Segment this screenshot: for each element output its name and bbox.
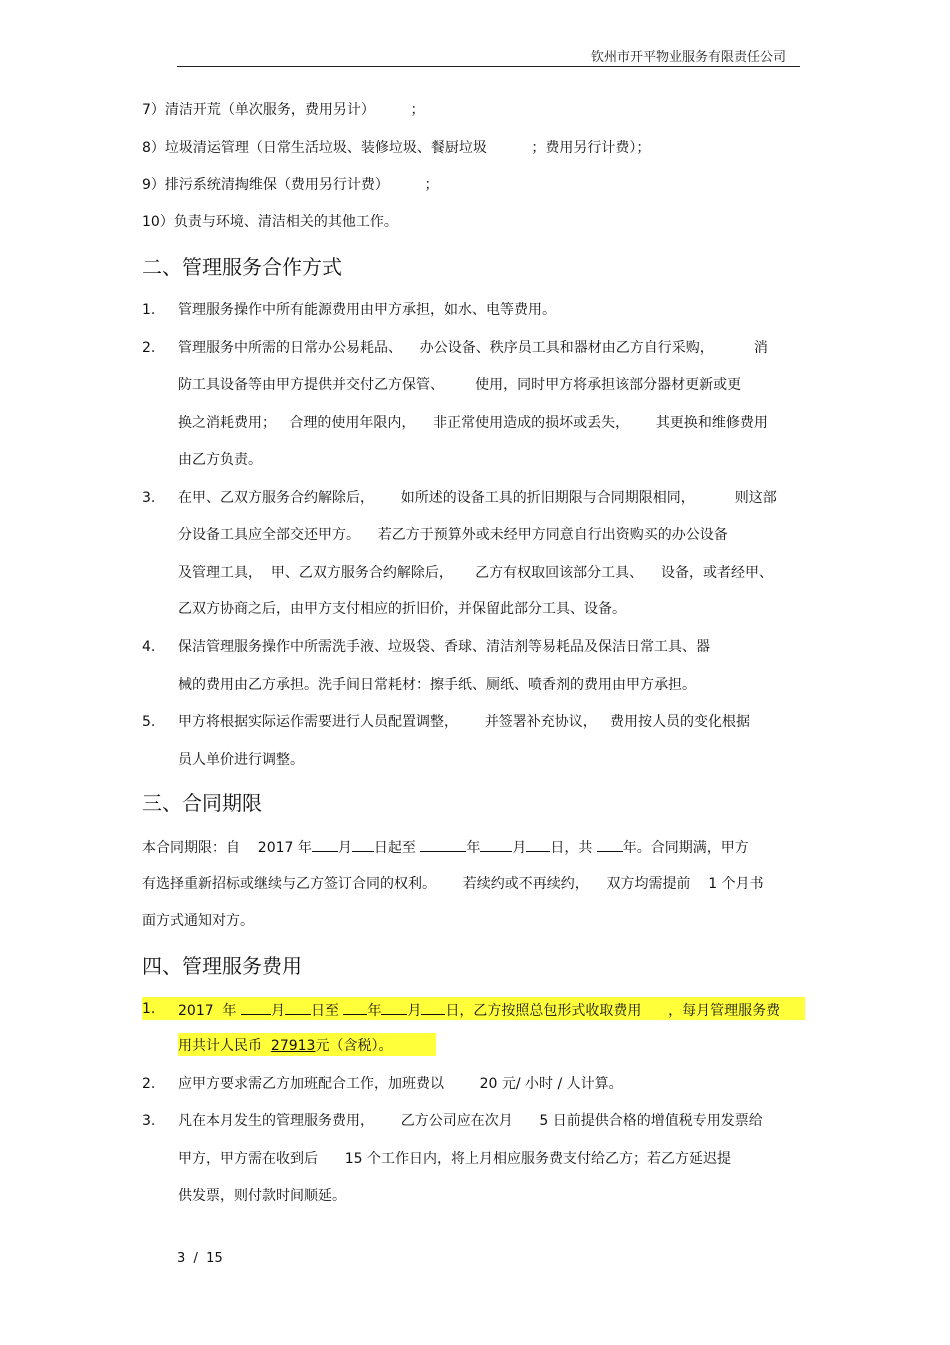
item-number: 4. <box>142 639 156 655</box>
item-text: 凡在本月发生的管理服务费用， 乙方公司应在次月 5 日前提供合格的增值税专用发票给 <box>178 1113 763 1129</box>
item-text: 由乙方负责。 <box>178 452 262 468</box>
term-line: 面方式通知对方。 <box>142 913 254 929</box>
section-heading: 三、合同期限 <box>142 791 262 815</box>
item-text: 应甲方要求需乙方加班配合工作，加班费以 20 元/ 小时 / 人计算。 <box>178 1076 623 1092</box>
item-number: 2. <box>142 1076 156 1092</box>
item-text: 在甲、乙双方服务合约解除后， 如所述的设备工具的折旧期限与合同期限相同， 则这部 <box>178 490 777 506</box>
fee-line: 用共计人民币 27913元（含税）。 <box>178 1038 393 1054</box>
item-text: 械的费用由乙方承担。洗手间日常耗材：擦手纸、厕纸、喷香剂的费用由甲方承担。 <box>178 677 696 693</box>
item-text: 甲方，甲方需在收到后 15 个工作日内，将上月相应服务费支付给乙方；若乙方延迟提 <box>178 1151 731 1167</box>
item-text: 供发票，则付款时间顺延。 <box>178 1188 346 1204</box>
item-number: 2. <box>142 340 156 356</box>
section-heading: 二、管理服务合作方式 <box>142 255 342 279</box>
section-heading: 四、管理服务费用 <box>142 954 302 978</box>
item-text: 乙双方协商之后，由甲方支付相应的折旧价，并保留此部分工具、设备。 <box>178 601 626 617</box>
item-text: 甲方将根据实际运作需要进行人员配置调整， 并签署补充协议， 费用按人员的变化根据 <box>178 714 751 730</box>
list-item: 10）负责与环境、清洁相关的其他工作。 <box>142 214 398 230</box>
item-text: 分设备工具应全部交还甲方。 若乙方于预算外或未经甲方同意自行出资购买的办公设备 <box>178 527 728 543</box>
item-number: 3. <box>142 1113 156 1129</box>
item-text: 管理服务中所需的日常办公易耗品、 办公设备、秩序员工具和器材由乙方自行采购， 消 <box>178 340 768 356</box>
item-number: 5. <box>142 714 156 730</box>
item-number: 3. <box>142 490 156 506</box>
item-text: 及管理工具， 甲、乙双方服务合约解除后， 乙方有权取回该部分工具、 设备，或者经甲、 <box>178 565 773 581</box>
item-text: 员人单价进行调整。 <box>178 752 304 768</box>
fee-line: 2017 年 月 日至 年 月 日，乙方按照总包形式收取费用 ，每月管理服务费 <box>178 999 780 1021</box>
item-text: 管理服务操作中所有能源费用由甲方承担，如水、电等费用。 <box>178 302 556 318</box>
item-number: 1. <box>142 302 156 318</box>
list-item: 7）清洁开荒（单次服务，费用另计） ； <box>142 102 425 118</box>
term-line: 有选择重新招标或继续与乙方签订合同的权利。 若续约或不再续约， 双方均需提前 1 个月书 <box>142 876 764 892</box>
page-header <box>177 50 800 67</box>
item-text: 保洁管理服务操作中所需洗手液、垃圾袋、香球、清洁剂等易耗品及保洁日常工具、器 <box>178 639 710 655</box>
list-item: 9）排污系统清掏维保（费用另行计费） ； <box>142 177 439 193</box>
term-line: 本合同期限：自 2017 年 月 日起至 年 月 日，共 年。合同期满，甲方 <box>142 836 749 858</box>
list-item: 8）垃圾清运管理（日常生活垃圾、装修垃圾、餐厨垃圾 ；费用另行计费）； <box>142 140 651 156</box>
item-number: 1. <box>142 1001 156 1017</box>
company-name: 钦州市开平物业服务有限责任公司 <box>590 50 786 65</box>
item-text: 防工具设备等由甲方提供并交付乙方保管、 使用，同时甲方将承担该部分器材更新或更 <box>178 377 742 393</box>
fee-amount: 27913 <box>270 1038 316 1054</box>
item-text: 换之消耗费用； 合理的使用年限内， 非正常使用造成的损坏或丢失， 其更换和维修费用 <box>178 415 768 431</box>
page-number: 3 / 15 <box>177 1251 223 1266</box>
